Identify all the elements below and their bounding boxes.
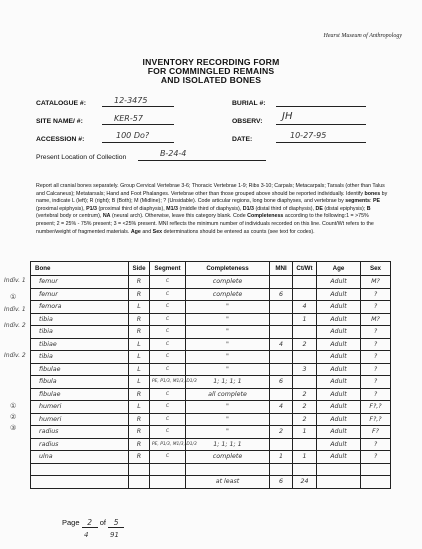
cell-side[interactable]: L [129, 363, 150, 376]
cell-mni[interactable] [270, 276, 293, 289]
date-value[interactable]: 10-27-95 [290, 131, 327, 140]
cell-age[interactable]: Adult [317, 426, 361, 439]
footer-note-right: 91 [110, 531, 119, 539]
cell-mni[interactable]: 2 [270, 426, 293, 439]
cell-mni[interactable]: 1 [270, 451, 293, 464]
table-row [31, 413, 391, 426]
cell-segment[interactable]: C [150, 426, 186, 439]
table-row [31, 363, 391, 376]
cell-segment[interactable]: C [150, 401, 186, 414]
cell-segment[interactable]: PE, P1/3, M1/3, D1/3 [150, 438, 186, 451]
cell-age[interactable]: Adult [317, 301, 361, 314]
cell-mni[interactable] [270, 463, 293, 476]
accession-value[interactable]: 100 Do? [116, 131, 150, 140]
cell-side[interactable]: R [129, 451, 150, 464]
catalogue-line [102, 106, 174, 107]
museum-name: Hearst Museum of Anthropology [323, 33, 402, 39]
cell-segment[interactable]: C [150, 276, 186, 289]
cell-bone[interactable]: femora [31, 301, 129, 314]
col-header-age: Age [317, 262, 361, 276]
footer-note-left: 4 [84, 531, 89, 539]
cell-bone[interactable] [31, 463, 129, 476]
cell-side[interactable] [129, 463, 150, 476]
table-row [31, 388, 391, 401]
cell-side[interactable]: L [129, 351, 150, 364]
site-value[interactable]: KER-57 [114, 114, 143, 123]
margin-note-indiv-2: Indiv. 2 [4, 322, 26, 329]
table-row [31, 438, 391, 451]
cell-sex[interactable] [361, 463, 391, 476]
cell-ctwt[interactable] [293, 326, 317, 339]
cell-ctwt[interactable]: 24 [293, 476, 317, 489]
cell-segment[interactable] [150, 476, 186, 489]
instructions-text: Report all cranial bones separately. Group Cervical Vertebrae 3-6; Thoracic Vertebrae 1-9; Ribs 3-10; Carpals; Metacarpals; Tarsals (other than Talus and Calcaneus); Metatarsals; Hand and Foot Phalanges. Vertebrae other than those grouped above should be reported individually. Identify bones by name, indicate L (left); R (right); B (Both); M (Midline); ? (Unsidable). Code articular regions, long bone diaphyses, and vertebrae by segments: PE (proximal epiphysis), P1/3 (proximal third of diaphysis), M1/3 (middle third of diaphysis), D1/3 (distal third of diaphysis), DE (distal epiphysis); B (vertebral body or centrum), NA (neural arch). Otherwise, leave this category blank. Code Completeness according to the following:1 = >75% present; 2 = 25% - 75% present; 3 = <25% present. MNI reflects the minimum number of individuals recorded on this line. Count/Wt refers to the number/weight of fragmented materials. Age and Sex determinations should be entered as counts (see text for codes). [36, 183, 388, 235]
cell-sex[interactable]: F?,? [361, 401, 391, 414]
cell-side[interactable]: R [129, 438, 150, 451]
cell-segment[interactable]: C [150, 363, 186, 376]
cell-completeness[interactable]: 1; 1; 1; 1 [186, 376, 270, 389]
cell-sex[interactable]: ? [361, 288, 391, 301]
cell-completeness[interactable]: complete [186, 451, 270, 464]
cell-ctwt[interactable]: 2 [293, 401, 317, 414]
burial-label: BURIAL #: [232, 100, 266, 107]
site-line [102, 124, 174, 125]
cell-side[interactable]: L [129, 376, 150, 389]
col-header-bone: Bone [31, 262, 129, 276]
table-row [31, 376, 391, 389]
table-row [31, 401, 391, 414]
table-row [31, 301, 391, 314]
cell-completeness[interactable] [186, 463, 270, 476]
cell-segment[interactable]: C [150, 388, 186, 401]
table-header-row [31, 262, 391, 276]
cell-ctwt[interactable] [293, 288, 317, 301]
cell-ctwt[interactable]: 1 [293, 451, 317, 464]
observ-value[interactable]: JH [282, 111, 293, 122]
cell-segment[interactable]: C [150, 326, 186, 339]
cell-completeness[interactable]: 1; 1; 1; 1 [186, 438, 270, 451]
cell-segment[interactable]: C [150, 338, 186, 351]
cell-mni[interactable]: 6 [270, 476, 293, 489]
table-row [31, 451, 391, 464]
location-value[interactable]: B-24-4 [160, 149, 187, 158]
cell-bone[interactable]: fibulae [31, 388, 129, 401]
cell-sex[interactable]: M? [361, 276, 391, 289]
cell-bone[interactable]: humeri [31, 401, 129, 414]
cell-completeness[interactable]: " [186, 338, 270, 351]
cell-ctwt[interactable]: 2 [293, 413, 317, 426]
cell-age[interactable]: Adult [317, 388, 361, 401]
cell-age[interactable] [317, 463, 361, 476]
cell-ctwt[interactable]: 2 [293, 388, 317, 401]
location-label: Present Location of Collection [36, 154, 127, 161]
cell-completeness[interactable]: complete [186, 276, 270, 289]
cell-age[interactable]: Adult [317, 288, 361, 301]
inventory-body [31, 276, 391, 489]
cell-age[interactable]: Adult [317, 438, 361, 451]
form-title [0, 58, 422, 85]
cell-side[interactable]: R [129, 313, 150, 326]
margin-circle-1: ① [10, 293, 17, 301]
burial-line [276, 106, 366, 107]
cell-segment[interactable]: PE, P1/3, M1/3, D1/3 [150, 376, 186, 389]
page-label: Page [62, 518, 80, 527]
cell-sex[interactable]: F? [361, 426, 391, 439]
cell-side[interactable]: R [129, 276, 150, 289]
cell-sex[interactable]: ? [361, 363, 391, 376]
catalogue-value[interactable]: 12-3475 [114, 96, 148, 105]
table-row [31, 326, 391, 339]
cell-completeness[interactable]: " [186, 313, 270, 326]
table-row [31, 338, 391, 351]
cell-mni[interactable]: 6 [270, 376, 293, 389]
cell-segment[interactable] [150, 463, 186, 476]
cell-completeness[interactable]: all complete [186, 388, 270, 401]
accession-line [102, 142, 174, 143]
col-header-segment: Segment [150, 262, 186, 276]
cell-side[interactable]: R [129, 288, 150, 301]
margin-circle-2: ① [10, 402, 17, 410]
cell-side[interactable]: R [129, 413, 150, 426]
title-line-2: FOR COMMINGLED REMAINS [147, 66, 275, 76]
table-row [31, 426, 391, 439]
cell-completeness[interactable]: " [186, 301, 270, 314]
cell-ctwt[interactable] [293, 276, 317, 289]
cell-bone[interactable]: fibula [31, 376, 129, 389]
cell-bone[interactable] [31, 476, 129, 489]
cell-bone[interactable]: tibia [31, 351, 129, 364]
cell-mni[interactable] [270, 301, 293, 314]
cell-side[interactable]: L [129, 401, 150, 414]
accession-label: ACCESSION #: [36, 136, 85, 143]
cell-ctwt[interactable]: 1 [293, 313, 317, 326]
cell-completeness[interactable]: " [186, 413, 270, 426]
cell-age[interactable]: Adult [317, 326, 361, 339]
cell-completeness[interactable]: " [186, 426, 270, 439]
table-row [31, 313, 391, 326]
of-label: of [99, 518, 106, 527]
site-label: SITE NAME/ #: [36, 118, 83, 125]
cell-sex[interactable]: ? [361, 438, 391, 451]
cell-age[interactable]: Adult [317, 413, 361, 426]
cell-completeness[interactable]: " [186, 351, 270, 364]
cell-segment[interactable]: C [150, 313, 186, 326]
cell-mni[interactable] [270, 351, 293, 364]
cell-mni[interactable] [270, 388, 293, 401]
cell-bone[interactable]: tibia [31, 313, 129, 326]
cell-sex[interactable]: ? [361, 326, 391, 339]
cell-age[interactable] [317, 476, 361, 489]
col-header-mni: MNI [270, 262, 293, 276]
cell-bone[interactable]: femur [31, 288, 129, 301]
page-number[interactable]: 2 [82, 518, 98, 528]
cell-segment[interactable]: C [150, 451, 186, 464]
cell-age[interactable]: Adult [317, 351, 361, 364]
cell-completeness[interactable]: at least [186, 476, 270, 489]
cell-bone[interactable]: femur [31, 276, 129, 289]
cell-completeness[interactable]: " [186, 326, 270, 339]
observ-line [276, 124, 366, 125]
cell-segment[interactable]: C [150, 413, 186, 426]
cell-mni[interactable] [270, 438, 293, 451]
cell-bone[interactable]: humeri [31, 413, 129, 426]
table-row [31, 476, 391, 489]
cell-sex[interactable] [361, 476, 391, 489]
cell-sex[interactable]: ? [361, 338, 391, 351]
date-label: DATE: [232, 136, 253, 143]
cell-mni[interactable] [270, 313, 293, 326]
cell-mni[interactable]: 6 [270, 288, 293, 301]
col-header-ctwt: Ct/Wt [293, 262, 317, 276]
cell-side[interactable]: R [129, 326, 150, 339]
cell-sex[interactable]: ? [361, 388, 391, 401]
cell-sex[interactable]: M? [361, 313, 391, 326]
cell-completeness[interactable]: " [186, 401, 270, 414]
cell-mni[interactable] [270, 363, 293, 376]
cell-ctwt[interactable]: 2 [293, 338, 317, 351]
cell-ctwt[interactable]: 4 [293, 301, 317, 314]
cell-segment[interactable]: C [150, 351, 186, 364]
title-line-3: AND ISOLATED BONES [160, 75, 262, 85]
margin-circle-3: ② [10, 413, 17, 421]
cell-bone[interactable]: tibiae [31, 338, 129, 351]
cell-bone[interactable]: radius [31, 438, 129, 451]
table-row [31, 276, 391, 289]
date-line [276, 142, 366, 143]
cell-side[interactable]: R [129, 388, 150, 401]
cell-mni[interactable] [270, 413, 293, 426]
location-line [138, 160, 266, 161]
catalogue-label: CATALOGUE #: [36, 100, 86, 107]
cell-sex[interactable]: ? [361, 451, 391, 464]
cell-ctwt[interactable] [293, 351, 317, 364]
cell-segment[interactable]: C [150, 288, 186, 301]
cell-side[interactable]: L [129, 338, 150, 351]
margin-circle-4: ③ [10, 424, 17, 432]
cell-ctwt[interactable] [293, 463, 317, 476]
cell-sex[interactable]: ? [361, 376, 391, 389]
col-header-side: Side [129, 262, 150, 276]
table-row [31, 463, 391, 476]
margin-note-indiv-2b: Indiv. 2 [4, 352, 26, 359]
cell-sex[interactable]: ? [361, 351, 391, 364]
cell-completeness[interactable]: " [186, 363, 270, 376]
cell-bone[interactable]: radius [31, 426, 129, 439]
cell-ctwt[interactable] [293, 438, 317, 451]
cell-sex[interactable]: ? [361, 301, 391, 314]
observ-label: OBSERV: [232, 118, 263, 125]
cell-ctwt[interactable]: 3 [293, 363, 317, 376]
cell-mni[interactable] [270, 326, 293, 339]
inventory-table [30, 261, 391, 489]
cell-age[interactable]: Adult [317, 338, 361, 351]
cell-mni[interactable]: 4 [270, 338, 293, 351]
cell-age[interactable]: Adult [317, 276, 361, 289]
cell-segment[interactable]: C [150, 301, 186, 314]
page-indicator [62, 518, 124, 528]
col-header-completeness: Completeness [186, 262, 270, 276]
margin-note-indiv-1b: Indiv. 1 [4, 306, 26, 313]
cell-age[interactable]: Adult [317, 451, 361, 464]
cell-ctwt[interactable]: 1 [293, 426, 317, 439]
cell-sex[interactable]: F?,? [361, 413, 391, 426]
cell-age[interactable]: Adult [317, 313, 361, 326]
cell-bone[interactable]: ulna [31, 451, 129, 464]
margin-note-indiv-1: Indiv. 1 [4, 277, 26, 284]
cell-mni[interactable]: 4 [270, 401, 293, 414]
cell-ctwt[interactable] [293, 376, 317, 389]
cell-side[interactable]: L [129, 301, 150, 314]
cell-age[interactable]: Adult [317, 376, 361, 389]
title-line-1: INVENTORY RECORDING FORM [142, 57, 280, 67]
table-row [31, 351, 391, 364]
page-total[interactable]: 5 [108, 518, 124, 528]
cell-completeness[interactable]: complete [186, 288, 270, 301]
table-row [31, 288, 391, 301]
cell-age[interactable]: Adult [317, 363, 361, 376]
cell-bone[interactable]: tibia [31, 326, 129, 339]
cell-side[interactable] [129, 476, 150, 489]
col-header-sex: Sex [361, 262, 391, 276]
cell-bone[interactable]: fibulae [31, 363, 129, 376]
cell-age[interactable]: Adult [317, 401, 361, 414]
cell-side[interactable]: R [129, 426, 150, 439]
